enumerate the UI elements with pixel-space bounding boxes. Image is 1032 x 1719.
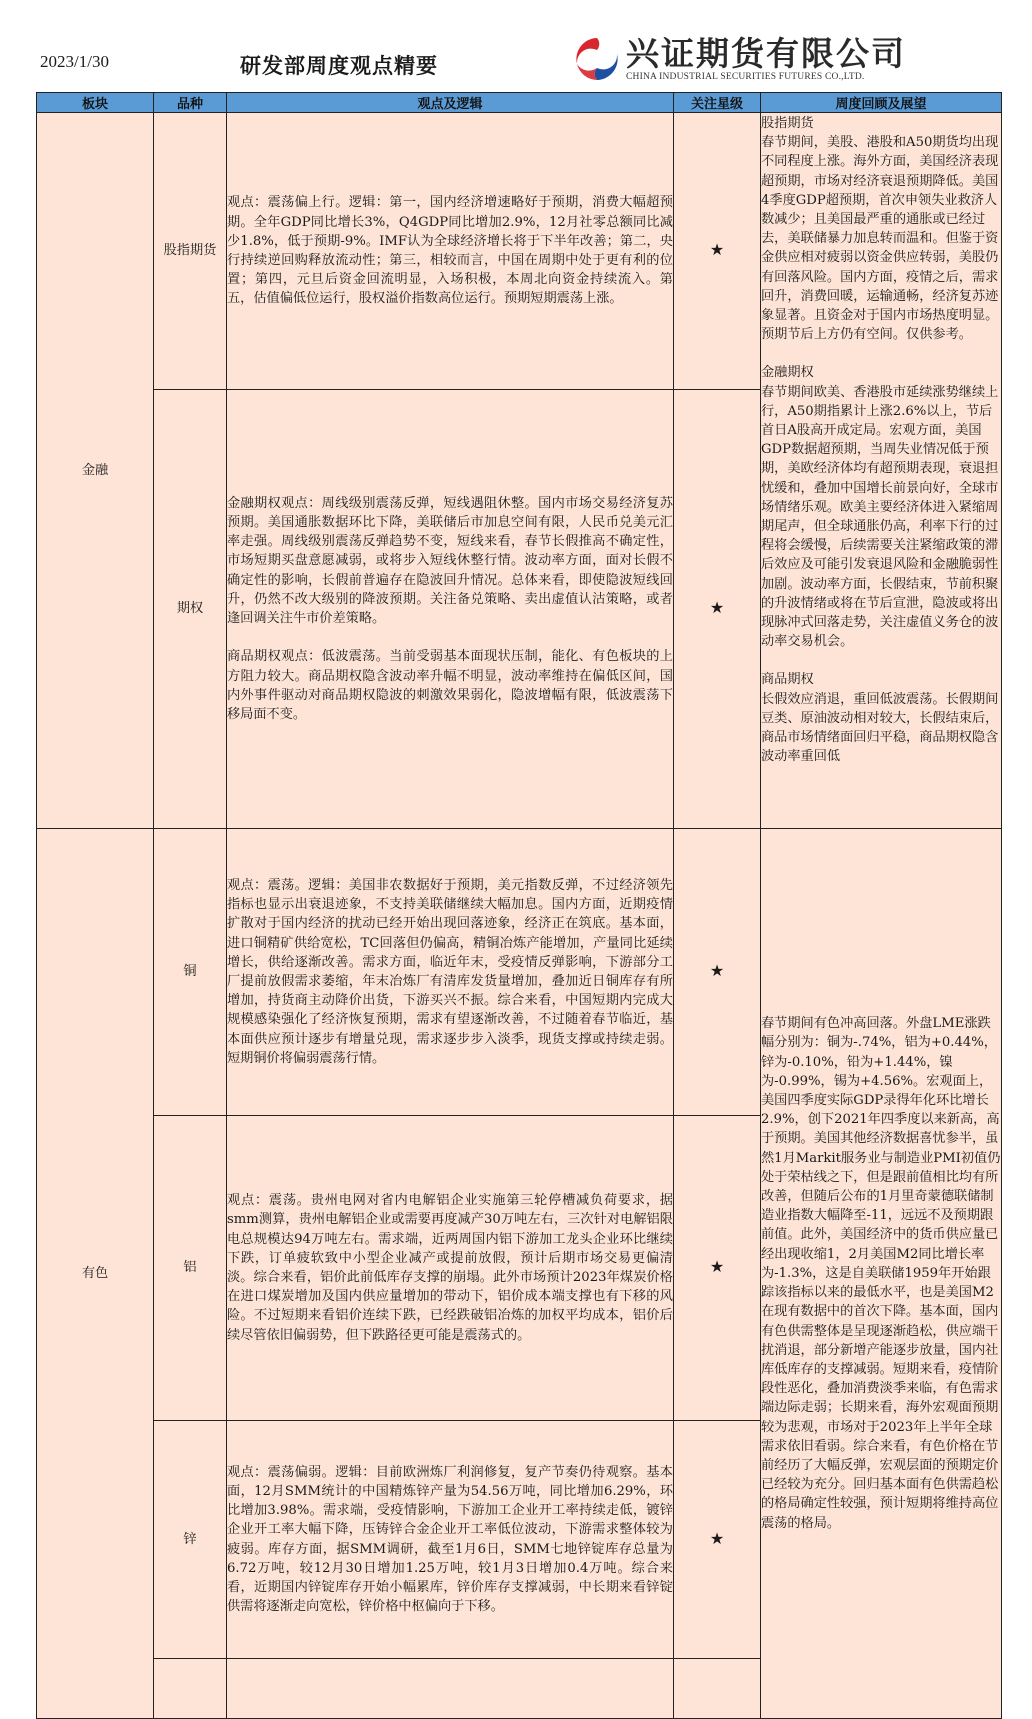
- star-icon: ★: [709, 598, 725, 618]
- view-cell: [227, 390, 674, 829]
- col-header-view: 观点及逻辑: [227, 93, 674, 113]
- variety-cell: 铜: [154, 829, 227, 1116]
- star-icon: ★: [709, 1257, 725, 1277]
- review-text: 长假效应消退，重回低波震荡。长假期间豆类、原油波动相对较大，长假结束后，商品市场情绪面回归平稳，商品期权隐含波动率重回低: [761, 691, 999, 765]
- company-logo-icon: [574, 36, 620, 82]
- company-name-en: CHINA INDUSTRIAL SECURITIES FUTURES CO.,LTD.: [626, 72, 865, 82]
- review-cell: [761, 829, 1002, 1719]
- star-cell: [674, 1116, 761, 1421]
- view-cell: [227, 829, 674, 1116]
- review-text: 春节期间，美股、港股和A50期货均出现不同程度上涨。海外方面，美国经济表现超预期，市场对经济衰退预期降低。美国4季度GDP超预期，首次申领失业救济人数减少；且美国最严重的通胀或已经过去，美联储暴力加息转而温和。但鉴于资金供应相对疲弱以资金供应转弱，美股仍有回落风险。国内方面，疫情之后，需求回升，消费回暖，运输通畅，经济复苏迹象显著。且资金对于国内市场热度明显。预期节后上方仍有空间。仅供参考。: [761, 135, 999, 343]
- view-cell: [227, 1659, 674, 1719]
- star-cell: [674, 1659, 761, 1719]
- view-text: 观点：震荡偏上行。逻辑：第一，国内经济增速略好于预期，消费大幅超预期。全年GDP同比增长3%，Q4GDP同比增加2.9%，12月社零总额同比减少1.8%，低于预期-9%。IMF认为全球经济增长将于下半年改善；第二，央行持续逆回购释放流动性；第三，相较而言，中国在周期中处于更有利的位置；第四，元旦后资金回流明显，入场积极，本周北向资金持续流入。第五，估值偏低位运行，股权溢价指数高位运行。预期短期震荡上涨。: [227, 195, 673, 307]
- col-header-variety: 品种: [154, 93, 227, 113]
- review-heading: 金融期权: [761, 365, 814, 381]
- sector-cell: 金融: [37, 113, 154, 829]
- star-cell: [674, 113, 761, 390]
- variety-cell: 铝: [154, 1116, 227, 1421]
- view-cell: [227, 1421, 674, 1659]
- review-text-box: [761, 1014, 1001, 1532]
- star-cell: [674, 1421, 761, 1659]
- star-cell: [674, 390, 761, 829]
- variety-cell: 锌: [154, 1421, 227, 1659]
- col-header-stars: 关注星级: [674, 93, 761, 113]
- view-cell: [227, 113, 674, 390]
- star-icon: ★: [709, 961, 725, 981]
- table-header-row: [37, 93, 1002, 113]
- company-logo: [574, 36, 906, 82]
- review-heading: 股指期货: [761, 116, 814, 131]
- view-cell: [227, 1116, 674, 1421]
- company-name-cn: 兴证期货有限公司: [626, 34, 906, 73]
- star-icon: ★: [709, 1528, 725, 1548]
- star-icon: ★: [709, 240, 725, 260]
- report-title: 研发部周度观点精要: [240, 53, 438, 78]
- table-row: [37, 829, 1002, 1116]
- table-row: [37, 113, 1002, 390]
- variety-cell: 期权: [154, 390, 227, 829]
- star-cell: [674, 829, 761, 1116]
- variety-cell: 股指期货: [154, 113, 227, 390]
- review-text: 春节期间有色冲高回落。外盘LME涨跌幅分别为：铜为-.74%，铝为+0.44%，锌为-0.10%，铅为+1.44%，镍为-0.99%，锡为+4.56%。宏观面上，美国四季度实际GDP录得年化环比增长2.9%，创下2021年四季度以来新高，高于预期。美国其他经济数据喜忧参半，虽然1月Markit服务业与制造业PMI初值仍处于荣枯线之下，但是跟前值相比均有所改善，但随后公布的1月里奇蒙德联储制造业指数大幅降至-11，远远不及预期跟前值。此外，美国经济中的货币供应量已经出现收缩1，2月美国M2同比增长率为-1.3%，这是自美联储1959年开始跟踪该指标以来的最低水平，也是美国M2在现有数据中的首次下降。基本面，国内有色供需整体是呈现逐渐趋松，供应端干扰消退，部分新增产能逐步放量，国内社库低库存的支撑减弱。短期来看，疫情阶段性恶化，叠加消费淡季来临，有色需求端边际走弱；长期来看，海外宏观面预期较为悲观，市场对于2023年上半年全球需求依旧看弱。综合来看，有色价格在节前经历了大幅反弹，宏观层面的预期定价已经较为充分。回归基本面有色供需趋松的格局确定性较强，预计短期将维持高位震荡的格局。: [761, 1016, 1001, 1531]
- col-header-sector: 板块: [37, 93, 154, 113]
- review-text-box: [761, 114, 1001, 827]
- view-text: 观点：震荡。逻辑：美国非农数据好于预期，美元指数反弹，不过经济领先指标也显示出衰退迹象，不支持美联储继续大幅加息。国内方面，近期疫情扩散对于国内经济的扰动已经开始出现回落迹象，经济正在筑底。基本面，进口铜精矿供给宽松，TC回落但仍偏高，精铜冶炼产能增加，产量同比延续增长，供给逐渐改善。需求方面，临近年末，受疫情反弹影响，下游部分工厂提前放假需求萎缩，年末冶炼厂有清库发货量增加，叠加近日铜库存有所增加，持货商主动降价出货，下游买兴不振。综合来看，中国短期内完成大规模感染强化了经济恢复预期，需求有望逐渐改善，不过随着春节临近，基本面供应预计逐步有增量兑现，需求逐步步入淡季，现货支撑或持续走弱。短期铜价将偏弱震荡行情。: [227, 877, 673, 1066]
- review-cell: [761, 113, 1002, 829]
- view-text: 观点：震荡。贵州电网对省内电解铝企业实施第三轮停槽减负荷要求，据smm测算，贵州电解铝企业或需要再度减产30万吨左右，三次针对电解铝限电总规模达94万吨左右。需求端，近两周国内铝下游加工龙头企业环比继续下跌，订单疲软致中小型企业减产或提前放假，预计后期市场交易更偏清淡。综合来看，铝价此前低库存支撑的崩塌。此外市场预计2023年煤炭价格在进口煤炭增加及国内供应量增加的带动下，铝价成本端支撑也有下移的风险。不过短期来看铝价连续下跌，已经跌破铝冶炼的加权平均成本，铝价后续尽管依旧偏弱势，但下跌路径更可能是震荡式的。: [227, 1193, 673, 1343]
- review-heading: 商品期权: [761, 672, 814, 688]
- view-text: 观点：震荡偏弱。逻辑：目前欧洲炼厂利润修复，复产节奏仍待观察。基本面，12月SMM统计的中国精炼锌产量为54.56万吨，同比增加6.29%，环比增加3.98%。需求端，受疫情影响，下游加工企业开工率持续走低，镀锌企业开工率大幅下降，压铸锌合金企业开工率低位波动，下游需求整体较为疲弱。库存方面，据SMM调研，截至1月6日，SMM七地锌锭库存总量为6.72万吨，较12月30日增加1.25万吨，较1月3日增加0.4万吨。综合来看，近期国内锌锭库存开始小幅累库，锌价库存支撑减弱，中长期来看锌锭供需将逐渐走向宽松，锌价格中枢偏向于下移。: [227, 1464, 673, 1615]
- view-text: 金融期权观点：周线级别震荡反弹，短线遇阻休整。国内市场交易经济复苏预期。美国通胀数据环比下降，美联储后市加息空间有限，人民币兑美元汇率走强。周线级别震荡反弹趋势不变，短线来看，春节长假推高不确定性，市场短期买盘意愿减弱，或将步入短线休整行情。波动率方面，面对长假不确定性的影响，长假前普遍存在隐波回升情况。总体来看，即使隐波短线回升，仍然不改大级别的降波预期。关注备兑策略、卖出虚值认沽策略，或者逢回调关注牛市价差策略。: [227, 495, 673, 627]
- view-text: 商品期权观点：低波震荡。当前受弱基本面现状压制，能化、有色板块的上方阻力较大。商品期权隐含波动率升幅不明显，波动率维持在偏低区间，国内外事件驱动对商品期权隐波的刺激效果弱化，隐波增幅有限，低波震荡下移局面不变。: [227, 649, 673, 722]
- review-text: 春节期间欧美、香港股市延续涨势继续上行，A50期指累计上涨2.6%以上，节后首日A股高开成定局。宏观方面，美国GDP数据超预期，当周失业情况低于预期，美欧经济体均有超预期表现，衰退担忧缓和，叠加中国增长前景向好，全球市场情绪乐观。欧美主要经济体进入紧缩周期尾声，但全球通胀仍高，利率下行的过程将会缓慢，后续需要关注紧缩政策的滞后效应及可能引发衰退风险和金融脆弱性加剧。波动率方面，长假结束，节前积聚的升波情绪或将在节后宣泄，隐波或将出现脉冲式回落走势，关注虚值义务仓的波动率交易机会。: [761, 384, 999, 650]
- sector-cell: 有色: [37, 829, 154, 1719]
- variety-cell: [154, 1659, 227, 1719]
- weekly-view-table: [36, 92, 1002, 1719]
- report-date: 2023/1/30: [40, 52, 109, 71]
- col-header-review: 周度回顾及展望: [761, 93, 1002, 113]
